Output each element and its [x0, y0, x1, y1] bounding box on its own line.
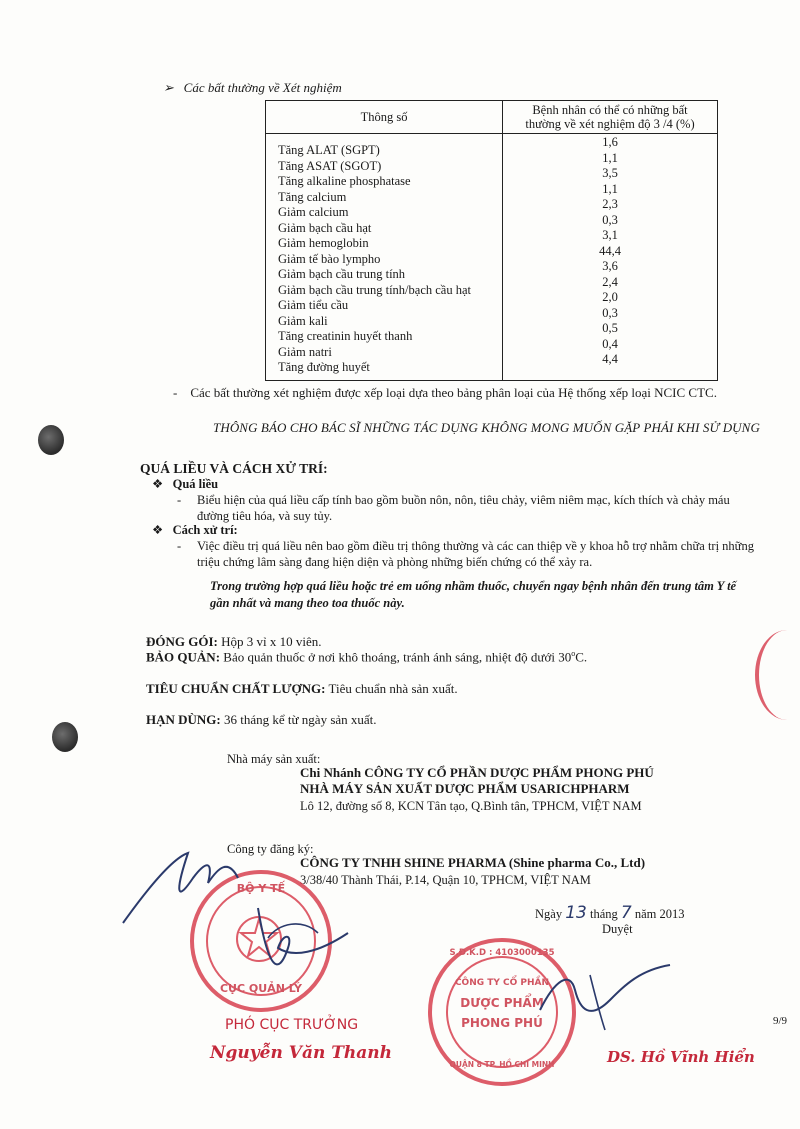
table-cell: 3,1 [602, 228, 618, 242]
right-signer-name: DS. Hồ Vĩnh Hiển [607, 1048, 755, 1066]
handwritten-day: 13 [565, 903, 587, 923]
company-stamp: S.Đ.K.D : 4103000135 CÔNG TY CỔ PHẦN DƯỢC PHẨM PHONG PHÚ QUẬN 8 TP. HỒ CHÍ MINH [428, 938, 576, 1086]
manufacturer-label: Nhà máy sản xuất: [227, 752, 321, 766]
table-row: Tăng calcium [278, 189, 347, 204]
expiry-line: HẠN DÙNG: 36 tháng kể từ ngày sản xuất. [146, 712, 377, 727]
lab-abnormalities-table [265, 100, 718, 381]
table-cell: 1,1 [602, 150, 618, 165]
manufacturer-line1: Chi Nhánh CÔNG TY CỔ PHẦN DƯỢC PHẨM PHONG PHÚ [300, 765, 654, 780]
table-row: Giảm tế bào lympho [278, 251, 381, 266]
table-cell: 1,6 [602, 135, 618, 149]
table-cell: 2,0 [602, 290, 618, 304]
ministry-stamp: BỘ Y TẾ CỤC QUẢN LÝ [190, 870, 332, 1012]
table-cell: 44,4 [599, 243, 621, 258]
storage-line: BẢO QUẢN: Bảo quản thuốc ở nơi khô thoáng, tránh ánh sáng, nhiệt độ dưới 30$^o$C. [146, 649, 588, 665]
table-header-value: Bệnh nhân có thể có những bất thường về xét nghiệm độ 3 /4 (%) [503, 101, 718, 134]
diamond-bullet-icon: ❖ [152, 523, 164, 537]
registrant-label: Công ty đăng ký: [227, 842, 314, 856]
table-cell: 3,5 [602, 166, 618, 180]
approved-label: Duyệt [602, 922, 633, 936]
packaging-line: ĐÓNG GÓI: Hộp 3 vỉ x 10 viên. [146, 634, 322, 649]
ncic-note: - Các bất thường xét nghiệm được xếp loại dựa theo bảng phân loại của Hệ thống xếp loại NCIC CTC. [173, 385, 717, 400]
registrant-address: 3/38/40 Thành Thái, P.14, Quận 10, TPHCM, VIỆT NAM [300, 873, 591, 887]
punch-hole-bottom [52, 722, 78, 752]
table-cell: 3,6 [602, 259, 618, 273]
left-signer-title: PHÓ CỤC TRƯỞNG [225, 1017, 359, 1033]
doctor-notice: THÔNG BÁO CHO BÁC SĨ NHỮNG TÁC DỤNG KHÔNG MONG MUỐN GẶP PHẢI KHI SỬ DỤNG [213, 420, 760, 435]
table-cell: 0,4 [602, 336, 618, 351]
table-row: Giảm bạch cầu trung tính/bạch cầu hạt [278, 282, 471, 297]
manufacturer-line2: NHÀ MÁY SẢN XUẤT DƯỢC PHẨM USARICHPHARM [300, 781, 630, 796]
table-row: Giảm natri [278, 344, 332, 359]
overdose-title: QUÁ LIỀU VÀ CÁCH XỬ TRÍ: [140, 461, 328, 476]
treatment-dash: - [177, 539, 182, 553]
page-number: 9/9 [773, 1015, 788, 1027]
left-signer-name: Nguyễn Văn Thanh [210, 1043, 392, 1063]
table-row: Tăng đường huyết [278, 360, 370, 374]
edge-stamp-fragment [755, 630, 800, 720]
table-cell: 2,4 [602, 274, 618, 289]
table-row: Giảm hemoglobin [278, 236, 369, 250]
registrant-name: CÔNG TY TNHH SHINE PHARMA (Shine pharma Co., Ltd) [300, 855, 646, 870]
table-row: Tăng ALAT (SGPT) [278, 143, 380, 157]
lab-section-heading [163, 80, 342, 96]
manufacturer-address: Lô 12, đường số 8, KCN Tân tạo, Q.Bình tân, TPHCM, VIỆT NAM [300, 799, 642, 813]
treatment-text: Việc điều trị quá liều nên bao gồm điều trị thông thường và các can thiệp về y khoa hỗ trợ nhằm chữa trị những triệu chứng lâm sàng đang hiện diện và phòng những biến chứng có thể xảy ra. [197, 539, 754, 569]
table-cell: 0,3 [602, 305, 618, 320]
overdose-warning: Trong trường hợp quá liều hoặc trẻ em uống nhầm thuốc, chuyển ngay bệnh nhân đến trung tâm Y tế gần nhất và mang theo toa thuốc này. [210, 579, 737, 610]
quality-line: TIÊU CHUẨN CHẤT LƯỢNG: Tiêu chuẩn nhà sản xuất. [146, 681, 458, 696]
date-line: Ngày 13 tháng 7 năm 2013 [535, 903, 685, 923]
table-cell: 1,1 [602, 181, 618, 196]
table-cell: 0,3 [602, 212, 618, 227]
diamond-bullet-icon: ❖ [152, 477, 164, 491]
lab-heading-text: Các bất thường về Xét nghiệm [183, 80, 342, 95]
punch-hole-top [38, 425, 64, 455]
right-signature-icon [530, 950, 680, 1040]
overdose-subsection [152, 476, 218, 492]
value-column [503, 134, 718, 381]
overdose-sub1-label: Quá liều [172, 477, 219, 491]
overdose-dash: - [177, 493, 182, 507]
table-cell: 4,4 [602, 352, 618, 366]
table-row: Giảm calcium [278, 205, 349, 219]
table-cell: 0,5 [602, 321, 618, 335]
table-row: Tăng alkaline phosphatase [278, 174, 411, 188]
arrow-bullet-icon: ➢ [163, 80, 174, 95]
handwritten-month: 7 [620, 903, 632, 923]
table-row: Giảm kali [278, 313, 328, 328]
table-row: Giảm tiểu cầu [278, 298, 349, 312]
left-signature-icon [118, 838, 358, 988]
table-row: Giảm bạch cầu trung tính [278, 267, 406, 281]
table-row: Tăng creatinin huyết thanh [278, 329, 413, 343]
table-row: Tăng ASAT (SGOT) [278, 158, 382, 173]
table-cell: 2,3 [602, 197, 618, 211]
param-column [266, 134, 503, 381]
table-header-param: Thông số [266, 101, 503, 134]
treatment-subsection [152, 522, 238, 538]
overdose-text: Biểu hiện của quá liều cấp tính bao gồm buồn nôn, nôn, tiêu chảy, viêm niêm mạc, kích thích và chảy máu đường tiêu hóa, và suy tủy. [197, 493, 730, 523]
table-row: Giảm bạch cầu hạt [278, 220, 372, 235]
treatment-label: Cách xử trí: [172, 523, 238, 537]
